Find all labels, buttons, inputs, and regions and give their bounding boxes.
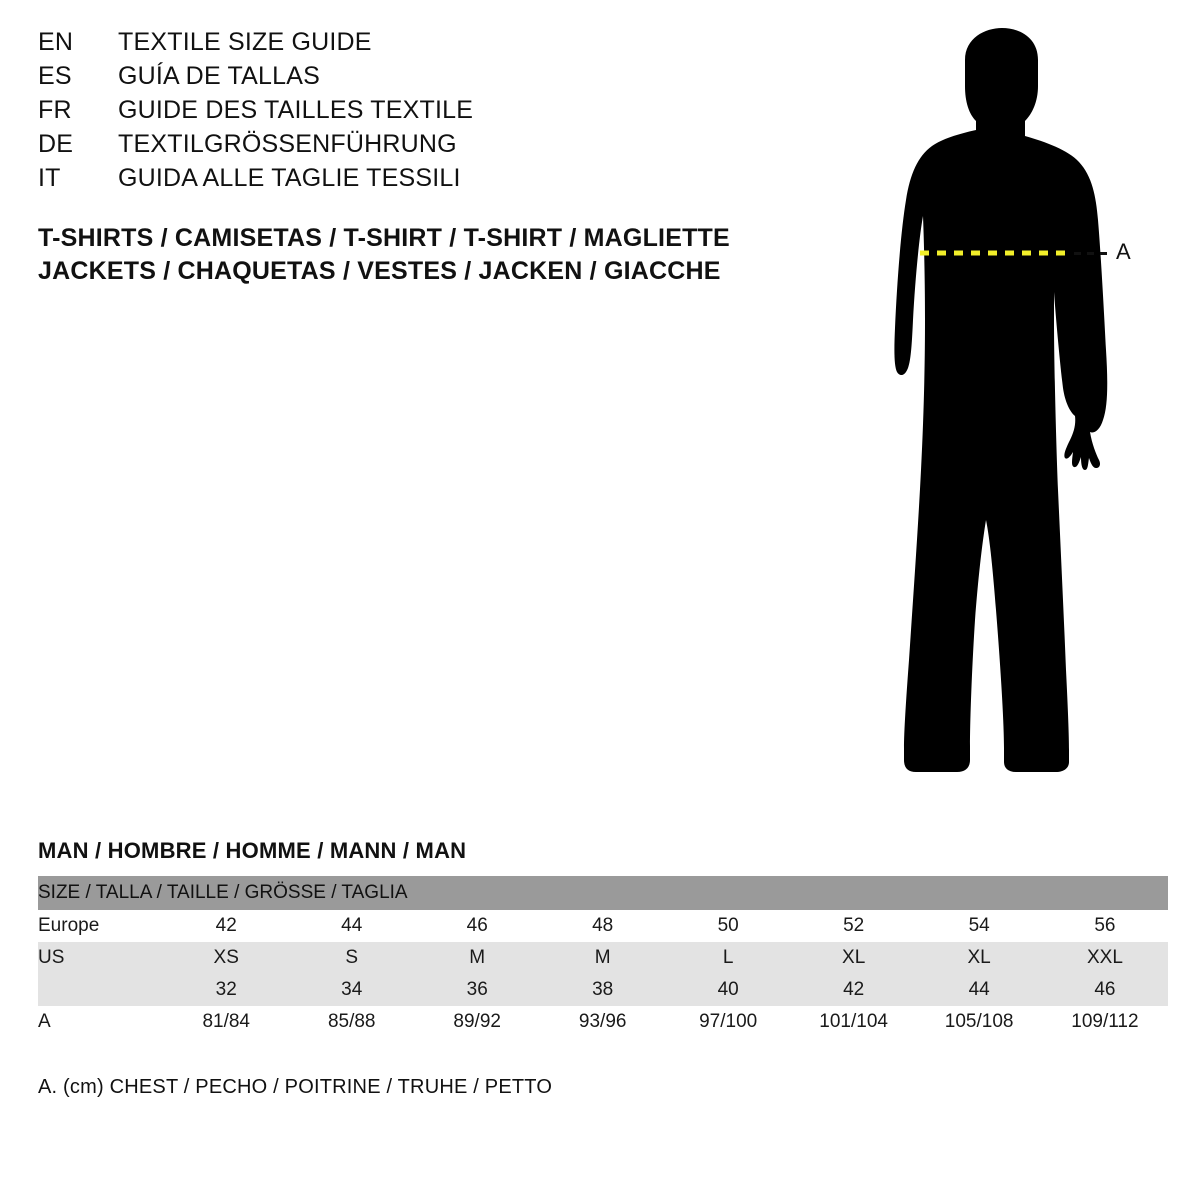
cell-a-6: 105/108 <box>916 1006 1041 1038</box>
cell-a-0: 81/84 <box>163 1006 288 1038</box>
cell-usnum-2: 36 <box>414 974 539 1006</box>
language-text-en: TEXTILE SIZE GUIDE <box>118 28 372 56</box>
cell-a-4: 97/100 <box>665 1006 790 1038</box>
cell-a-2: 89/92 <box>414 1006 539 1038</box>
language-row-de <box>38 130 798 164</box>
cell-us-0: XS <box>163 942 288 974</box>
category-tshirts: T-SHIRTS / CAMISETAS / T-SHIRT / T-SHIRT / MAGLIETTE <box>38 224 730 252</box>
cell-usnum-6: 44 <box>916 974 1041 1006</box>
language-header-block <box>38 28 798 198</box>
cell-europe-3: 48 <box>540 910 665 942</box>
row-label-europe: Europe <box>38 910 163 942</box>
cell-us-4: L <box>665 942 790 974</box>
cell-usnum-3: 38 <box>540 974 665 1006</box>
language-code-en: EN <box>38 28 74 56</box>
category-jackets: JACKETS / CHAQUETAS / VESTES / JACKEN / GIACCHE <box>38 257 721 285</box>
cell-europe-5: 52 <box>791 910 916 942</box>
male-silhouette-icon <box>820 20 1180 800</box>
language-row-es <box>38 62 798 96</box>
language-code-es: ES <box>38 62 72 90</box>
table-row <box>38 942 1168 974</box>
table-row <box>38 910 1168 942</box>
measure-label-a: A <box>1116 239 1131 264</box>
cell-europe-7: 56 <box>1042 910 1168 942</box>
language-code-de: DE <box>38 130 74 158</box>
cell-us-7: XXL <box>1042 942 1168 974</box>
language-row-en <box>38 28 798 62</box>
row-label-us-numeric <box>38 974 163 1006</box>
table-group-title: MAN / HOMBRE / HOMME / MANN / MAN <box>38 838 467 863</box>
cell-us-2: M <box>414 942 539 974</box>
table-row <box>38 1006 1168 1038</box>
language-text-fr: GUIDE DES TAILLES TEXTILE <box>118 96 474 124</box>
measure-leader-line <box>1074 252 1108 255</box>
size-table <box>38 876 1168 1038</box>
cell-a-7: 109/112 <box>1042 1006 1168 1038</box>
table-header-label: SIZE / TALLA / TAILLE / GRÖSSE / TAGLIA <box>38 876 1168 910</box>
cell-europe-4: 50 <box>665 910 790 942</box>
cell-us-1: S <box>289 942 414 974</box>
category-list <box>38 222 838 288</box>
cell-europe-6: 54 <box>916 910 1041 942</box>
language-code-it: IT <box>38 164 61 192</box>
language-text-it: GUIDA ALLE TAGLIE TESSILI <box>118 164 461 192</box>
cell-usnum-5: 42 <box>791 974 916 1006</box>
table-header-row <box>38 876 1168 910</box>
cell-europe-1: 44 <box>289 910 414 942</box>
cell-usnum-7: 46 <box>1042 974 1168 1006</box>
cell-a-5: 101/104 <box>791 1006 916 1038</box>
language-code-fr: FR <box>38 96 72 124</box>
cell-usnum-1: 34 <box>289 974 414 1006</box>
cell-a-1: 85/88 <box>289 1006 414 1038</box>
row-label-a: A <box>38 1006 163 1038</box>
cell-europe-2: 46 <box>414 910 539 942</box>
cell-us-3: M <box>540 942 665 974</box>
cell-europe-0: 42 <box>163 910 288 942</box>
cell-a-3: 93/96 <box>540 1006 665 1038</box>
cell-us-6: XL <box>916 942 1041 974</box>
size-table-section <box>38 838 1168 1099</box>
body-figure <box>820 20 1180 800</box>
language-row-fr <box>38 96 798 130</box>
cell-us-5: XL <box>791 942 916 974</box>
cell-usnum-0: 32 <box>163 974 288 1006</box>
table-footnote: A. (cm) CHEST / PECHO / POITRINE / TRUHE / PETTO <box>38 1076 553 1098</box>
language-text-es: GUÍA DE TALLAS <box>118 62 320 90</box>
table-row <box>38 974 1168 1006</box>
cell-usnum-4: 40 <box>665 974 790 1006</box>
language-text-de: TEXTILGRÖSSENFÜHRUNG <box>118 130 457 158</box>
language-row-it <box>38 164 798 198</box>
row-label-us: US <box>38 942 163 974</box>
